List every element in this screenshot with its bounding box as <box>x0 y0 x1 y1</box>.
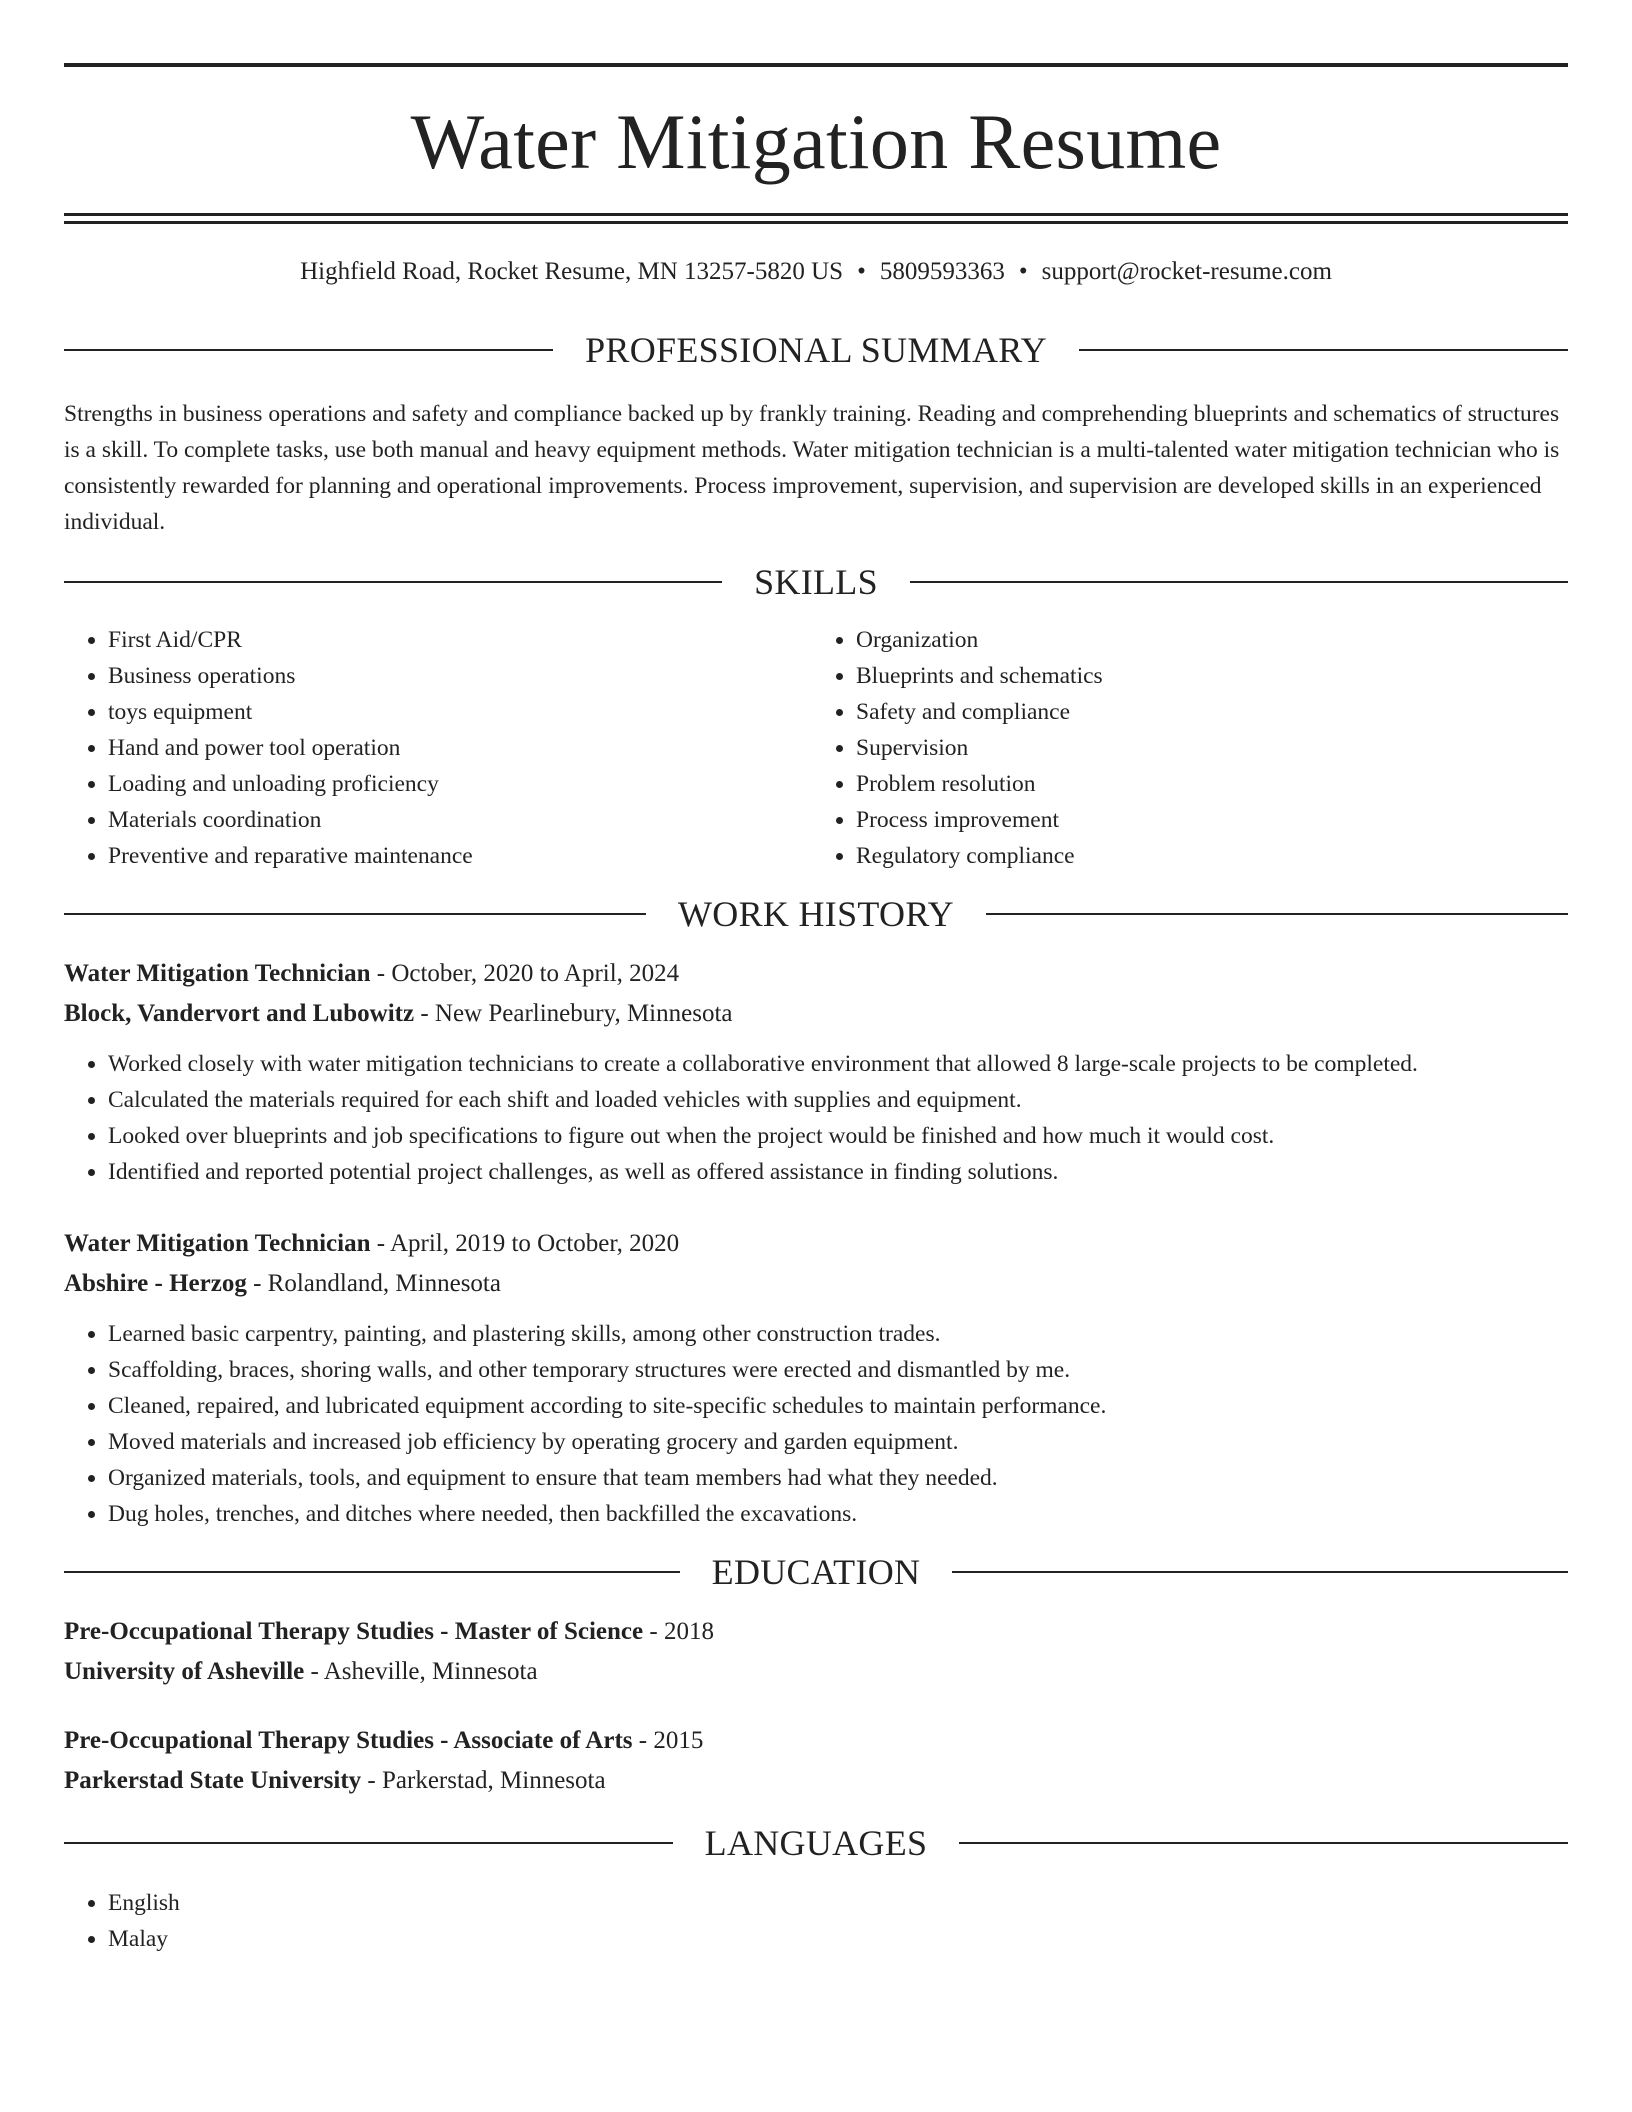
job-bullet: • Organized materials, tools, and equipment to ensure that team members had what they needed. <box>108 1460 1568 1496</box>
job-company: Abshire - Herzog <box>64 1270 247 1297</box>
skill-item: • toys equipment <box>108 694 816 730</box>
degree: Pre-Occupational Therapy Studies - Associate of Arts <box>64 1727 633 1754</box>
job-title-line <box>64 954 1568 994</box>
job-bullets <box>64 1316 1568 1532</box>
heading-rule-right <box>952 1571 1568 1573</box>
education-title: EDUCATION <box>711 1552 921 1592</box>
job-entry <box>64 954 1568 1190</box>
graduation-year: - 2018 <box>643 1618 714 1645</box>
skill-item: • Preventive and reparative maintenance <box>108 838 816 874</box>
job-bullet: • Moved materials and increased job efficiency by operating grocery and garden equipment. <box>108 1424 1568 1460</box>
job-bullet: • Dug holes, trenches, and ditches where needed, then backfilled the excavations. <box>108 1496 1568 1532</box>
work-heading <box>64 894 1568 934</box>
degree-line <box>64 1612 1568 1652</box>
heading-rule-right <box>986 913 1568 915</box>
skills-column-left <box>64 622 816 874</box>
skills-list <box>64 622 1568 874</box>
job-company: Block, Vandervort and Lubowitz <box>64 1000 415 1027</box>
heading-rule-left <box>64 1571 680 1573</box>
resume-title: Water Mitigation Resume <box>410 98 1222 185</box>
summary-heading <box>64 330 1568 370</box>
skill-item: • Blueprints and schematics <box>856 658 1568 694</box>
job-location: - Rolandland, Minnesota <box>246 1270 501 1297</box>
language-item: • Malay <box>108 1921 1568 1957</box>
languages-title: LANGUAGES <box>704 1823 928 1863</box>
heading-rule-left <box>64 1842 673 1844</box>
skill-item: • Supervision <box>856 730 1568 766</box>
degree: Pre-Occupational Therapy Studies - Master of Science <box>64 1618 644 1645</box>
heading-rule-left <box>64 349 553 351</box>
school-location: - Parkerstad, Minnesota <box>361 1767 606 1794</box>
skill-item: • Materials coordination <box>108 802 816 838</box>
heading-rule-left <box>64 913 646 915</box>
job-title: Water Mitigation Technician <box>64 960 371 987</box>
job-bullet: • Identified and reported potential project challenges, as well as offered assistance in finding solutions. <box>108 1154 1568 1190</box>
skills-title: SKILLS <box>754 562 878 602</box>
summary-text: Strengths in business operations and safety and compliance backed up by frankly training. Reading and comprehending blueprints and schematics of structures is a skill. To complete tasks, use both manual and heavy equipment methods. Water mitigation technician is a multi-talented water mitigation technician who is consistently rewarded for planning and operational improvements. Process improvement, supervision, and supervision are developed skills in an experienced individual. <box>64 401 1560 535</box>
skill-item: • Business operations <box>108 658 816 694</box>
skill-item: • Hand and power tool operation <box>108 730 816 766</box>
job-dates: - April, 2019 to October, 2020 <box>370 1230 680 1257</box>
double-rule <box>64 213 1568 224</box>
skill-item: • Problem resolution <box>856 766 1568 802</box>
job-dates: - October, 2020 to April, 2024 <box>370 960 680 987</box>
address: Highfield Road, Rocket Resume, MN 13257-5820 US <box>300 258 844 285</box>
education-heading <box>64 1552 1568 1592</box>
skill-item: • Process improvement <box>856 802 1568 838</box>
heading-rule-right <box>910 581 1568 583</box>
heading-rule-right <box>959 1842 1568 1844</box>
education-entry <box>64 1721 1568 1801</box>
job-bullet: • Learned basic carpentry, painting, and plastering skills, among other construction trades. <box>108 1316 1568 1352</box>
language-item: • English <box>108 1885 1568 1921</box>
skill-item: • Loading and unloading proficiency <box>108 766 816 802</box>
skills-column-right <box>816 622 1568 874</box>
languages-heading <box>64 1823 1568 1863</box>
separator-bullet: • <box>1018 258 1028 285</box>
school: Parkerstad State University <box>64 1767 362 1794</box>
skills-heading <box>64 562 1568 602</box>
job-title: Water Mitigation Technician <box>64 1230 371 1257</box>
skill-item: • Organization <box>856 622 1568 658</box>
job-bullet: • Looked over blueprints and job specifications to figure out when the project would be finished and how much it would cost. <box>108 1118 1568 1154</box>
contact-line <box>64 257 1568 287</box>
job-entry <box>64 1224 1568 1532</box>
skill-item: • Safety and compliance <box>856 694 1568 730</box>
skill-item: • Regulatory compliance <box>856 838 1568 874</box>
top-rule <box>64 63 1568 67</box>
languages-list <box>64 1885 1568 1957</box>
work-title: WORK HISTORY <box>678 894 954 934</box>
heading-rule-right <box>1079 349 1568 351</box>
school-line <box>64 1652 1568 1692</box>
email: support@rocket-resume.com <box>1041 258 1332 285</box>
degree-line <box>64 1721 1568 1761</box>
job-bullet: • Worked closely with water mitigation technicians to create a collaborative environment that allowed 8 large-scale projects to be completed. <box>108 1046 1568 1082</box>
job-company-line <box>64 994 1568 1034</box>
education-entry <box>64 1612 1568 1692</box>
school-location: - Asheville, Minnesota <box>304 1658 538 1685</box>
school: University of Asheville <box>64 1658 305 1685</box>
job-bullet: • Scaffolding, braces, shoring walls, and other temporary structures were erected and dismantled by me. <box>108 1352 1568 1388</box>
separator-bullet: • <box>857 258 866 285</box>
school-line <box>64 1761 1568 1801</box>
job-bullet: • Calculated the materials required for each shift and loaded vehicles with supplies and equipment. <box>108 1082 1568 1118</box>
heading-rule-left <box>64 581 722 583</box>
summary-title: PROFESSIONAL SUMMARY <box>585 330 1047 370</box>
job-location: - New Pearlinebury, Minnesota <box>414 1000 733 1027</box>
job-bullets <box>64 1046 1568 1190</box>
job-title-line <box>64 1224 1568 1264</box>
graduation-year: - 2015 <box>632 1727 704 1754</box>
job-company-line <box>64 1264 1568 1304</box>
job-bullet: • Cleaned, repaired, and lubricated equipment according to site-specific schedules to maintain performance. <box>108 1388 1568 1424</box>
phone: 5809593363 <box>879 258 1005 285</box>
skill-item: • First Aid/CPR <box>108 622 816 658</box>
